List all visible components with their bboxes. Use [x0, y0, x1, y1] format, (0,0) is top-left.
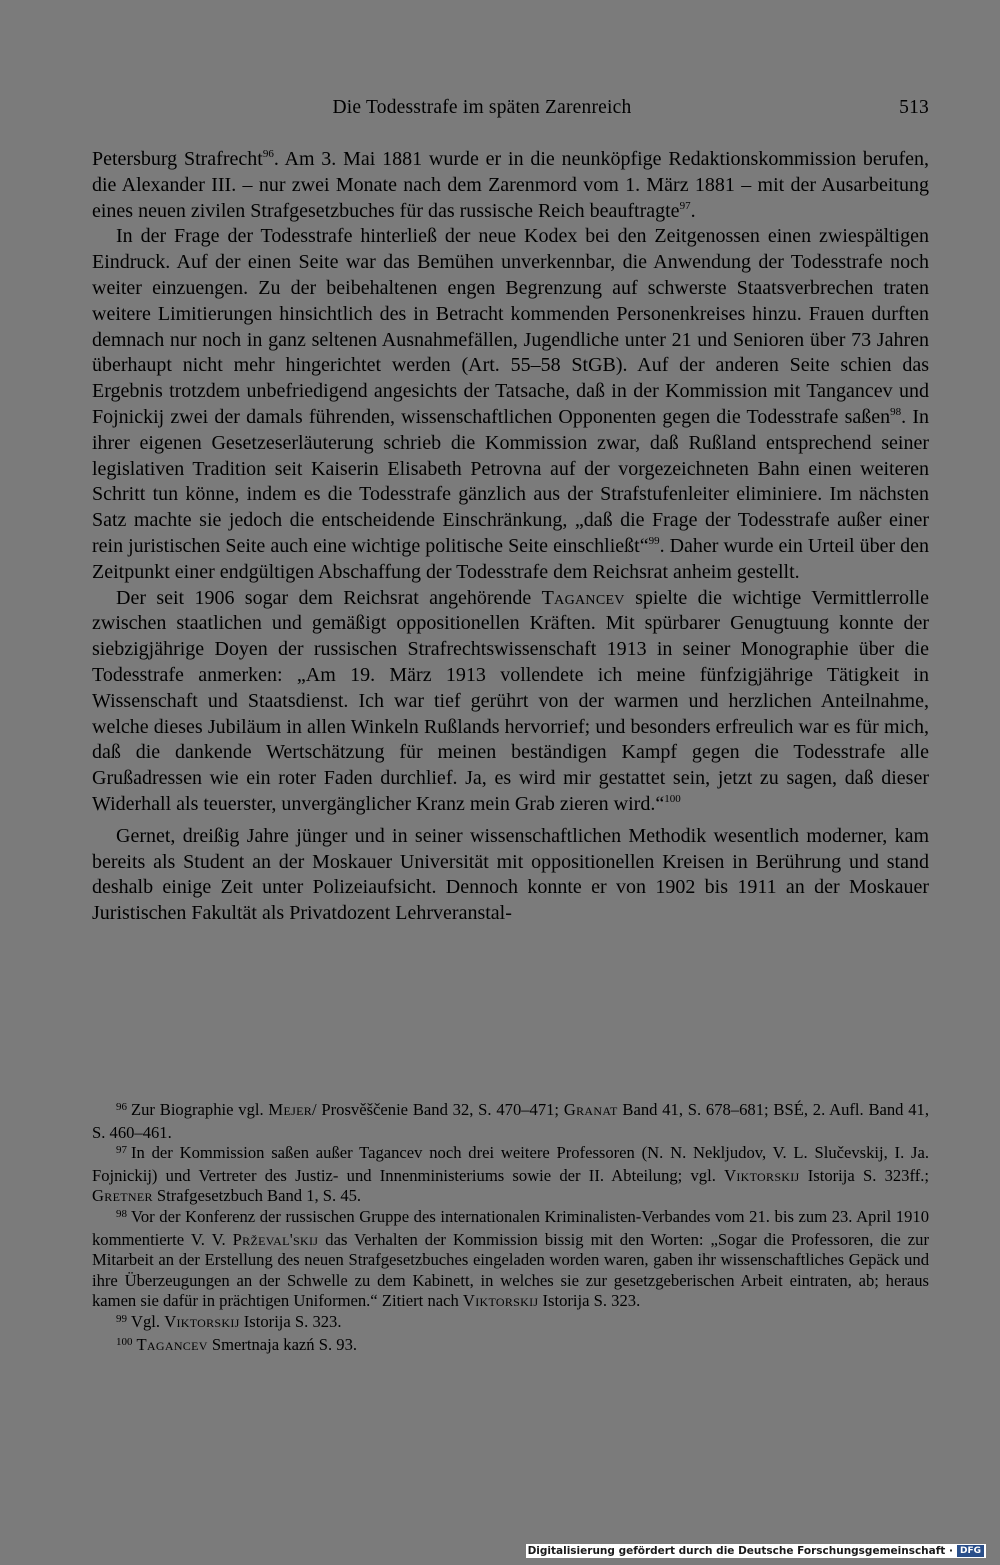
body-paragraph [92, 824, 929, 927]
running-title: Die Todesstrafe im späten Zarenreich [332, 97, 632, 118]
text-run: . [690, 199, 696, 222]
footnote-number: 98 [116, 1207, 127, 1220]
text-run: Der seit 1906 sogar dem Reichsrat angehörende [116, 586, 542, 609]
text-run: Petersburg Strafrecht [92, 148, 263, 170]
author-name: Granat [563, 1100, 618, 1119]
footnote-reference: 98 [890, 405, 902, 418]
footnote-reference: 99 [648, 534, 660, 547]
author-name: Prževal'skij [232, 1229, 319, 1249]
footnote-number: 100 [116, 1335, 133, 1348]
text-run: Vor der Konferenz der russischen Gruppe des internationalen Kriminalisten-Verbandes vom 21. bis zum 23. April 1910 kommentierte V. V. [92, 1206, 929, 1249]
author-name: Tagancev [541, 586, 625, 609]
text-run: spielte die wichtige Vermittlerrolle zwischen staatlichen und gemäßigt oppositionellen Kräften. Mit spürbarer Genugtuung konnte der siebzigjährige Doyen der russischen Strafrechtswissenschaft 1913 in seiner Monographie über die Todesstrafe anmerken: „Am 19. März 1913 vollendete ich meine fünfzigjährige Tätigkeit in Wissenschaft und Staatsdienst. Ich war tief gerührt von der warmen und herzlichen Anteilnahme, welche dieses Jubiläum in allen Winkeln Rußlands hervorrief; und besonders erfreulich war es für mich, daß die dankende Wertschätzung für meinen beständigen Kampf gegen die Todesstrafe alle Grußadressen wie ein roter Faden durchlief. Ja, es wird mir gestattet sein, jetzt zu sagen, daß dieser Widerhall als teuerster, unvergänglicher Kranz mein Grab zieren wird.“ [92, 586, 929, 815]
body-paragraph [92, 147, 929, 224]
text-run: Istorija S. 323. [239, 1311, 342, 1331]
body-paragraph [92, 586, 929, 818]
footnote-reference: 97 [679, 199, 691, 212]
author-name: Viktorskij [724, 1165, 800, 1185]
text-run: In der Frage der Todesstrafe hinterließ der neue Kodex bei den Zeitgenossen einen zwiespältigen Eindruck. Auf der einen Seite war das Bemühen unverkennbar, die Anwendung der Todesstrafe noch weiter einzuengen. Zu der beibehaltenen engen Begrenzung auf schwerste Staatsverbrechen traten weitere Limitierungen hinsichtlich des in Betracht kommenden Personenkreises hinzu. Frauen durften demnach nur noch in ganz seltenen Ausnahmefällen, Jugendliche unter 21 und Senioren über 73 Jahren überhaupt nicht mehr hingerichtet werden (Art. 55–58 StGB). Auf der anderen Seite schien das Ergebnis trotzdem unbefriedigend angesichts der Tatsache, daß in der Kommission mit Tangancev und Fojnickij zwei der damals führenden, wissenschaftlichen Opponenten gegen die Todesstrafe saßen [92, 225, 929, 428]
author-name: Viktorskij [164, 1311, 240, 1331]
dfg-logo: DFG [957, 1545, 984, 1557]
text-run: Smertnaja kazń S. 93. [207, 1334, 358, 1354]
footnotes [92, 1100, 929, 1357]
credit-text: Digitalisierung gefördert durch die Deutsche Forschungsgemeinschaft · [527, 1545, 953, 1557]
page-number: 513 [899, 97, 929, 118]
text-run: . In ihrer eigenen Gesetzeserläuterung schrieb die Kommission zwar, daß Rußland entsprechend seiner legislativen Tradition seit Kaiserin Elisabeth Petrovna auf der vorgezeichneten Bahn einen weiteren Schritt tun könne, indem es die Todesstrafe gänzlich aus der Strafstufenleiter eliminiere. Im nächsten Satz machte sie jedoch die entscheidende Einschränkung, „daß die Frage der Todesstrafe außer einer rein juristischen Seite auch eine wichtige politische Seite einschließt“ [92, 405, 929, 557]
text-run: Band 41, S. 678–681; BSÉ, 2. Aufl. Band 41, S. 460–461. [92, 1100, 929, 1142]
author-name: Gretner [92, 1186, 153, 1206]
text-run: Vgl. [131, 1311, 165, 1331]
text-run: Gernet, dreißig Jahre jünger und in seiner wissenschaftlichen Methodik wesentlich moderner, kam bereits als Student an der Moskauer Universität mit oppositionellen Kreisen in Berührung und stand deshalb einige Zeit unter Polizeiaufsicht. Dennoch konnte er von 1902 bis 1911 an der Moskauer Juristischen Fakultät als Privatdozent Lehrveranstal- [92, 824, 929, 925]
text-run: . Am 3. Mai 1881 wurde er in die neunköpfige Redaktionskommission berufen, die Alexander III. – nur zwei Monate nach dem Zarenmord vom 1. März 1881 – mit der Ausarbeitung eines neuen zivilen Strafgesetzbuches für das russische Reich beauftragte [92, 148, 929, 222]
footnote [92, 1207, 929, 1312]
footnote-number: 99 [116, 1312, 127, 1325]
author-name: Viktorskij [462, 1291, 539, 1311]
body-paragraph [92, 224, 929, 585]
footnote [92, 1312, 929, 1335]
footnote [92, 1100, 929, 1143]
footnote [92, 1335, 929, 1358]
text-run: Zur Biographie vgl. [131, 1100, 269, 1119]
text-run: In der Kommission saßen außer Tagancev noch drei weitere Professoren (N. N. Nekljudov, V. L. Slučevskij, I. Ja. Fojnickij) und Vertreter des Justiz- und Innenministeriums sowie der II. Abteilung; vgl. [92, 1143, 929, 1185]
text-run: . Daher wurde ein Urteil über den Zeitpunkt einer endgültigen Abschaffung der Todesstrafe dem Reichsrat anheim gestellt. [92, 534, 929, 583]
text-run: das Verhalten der Kommission bissig mit den Worten: „Sogar die Professoren, die zur Mitarbeit an der Erstellung des neuen Strafgesetzbuches eingeladen worden waren, gaben ihr wissenschaftliches Gepäck und ihre Überzeugungen an der Schwelle zu dem Kabinett, in welches sie zur gesetzgeberischen Arbeit eintraten, ab; heraus kamen sie dafür in prächtigen Uniformen.“ Zitiert nach [92, 1229, 929, 1311]
digitization-credit [526, 1544, 986, 1558]
main-text [92, 147, 929, 927]
text-run: Istorija S. 323. [538, 1291, 641, 1311]
running-header [92, 97, 929, 123]
author-name: Mejer [268, 1100, 313, 1119]
footnote-reference: 96 [262, 148, 274, 160]
text-run: Strafgesetzbuch Band 1, S. 45. [152, 1186, 362, 1206]
footnote-number: 97 [116, 1144, 127, 1157]
text-run: / Prosvěščenie Band 32, S. 470–471; [312, 1100, 564, 1119]
footnote-number: 96 [116, 1101, 127, 1113]
footnote-reference: 100 [664, 792, 681, 805]
footnote [92, 1143, 929, 1207]
author-name: Tagancev [136, 1334, 208, 1354]
text-run: Istorija S. 323ff.; [799, 1165, 929, 1185]
